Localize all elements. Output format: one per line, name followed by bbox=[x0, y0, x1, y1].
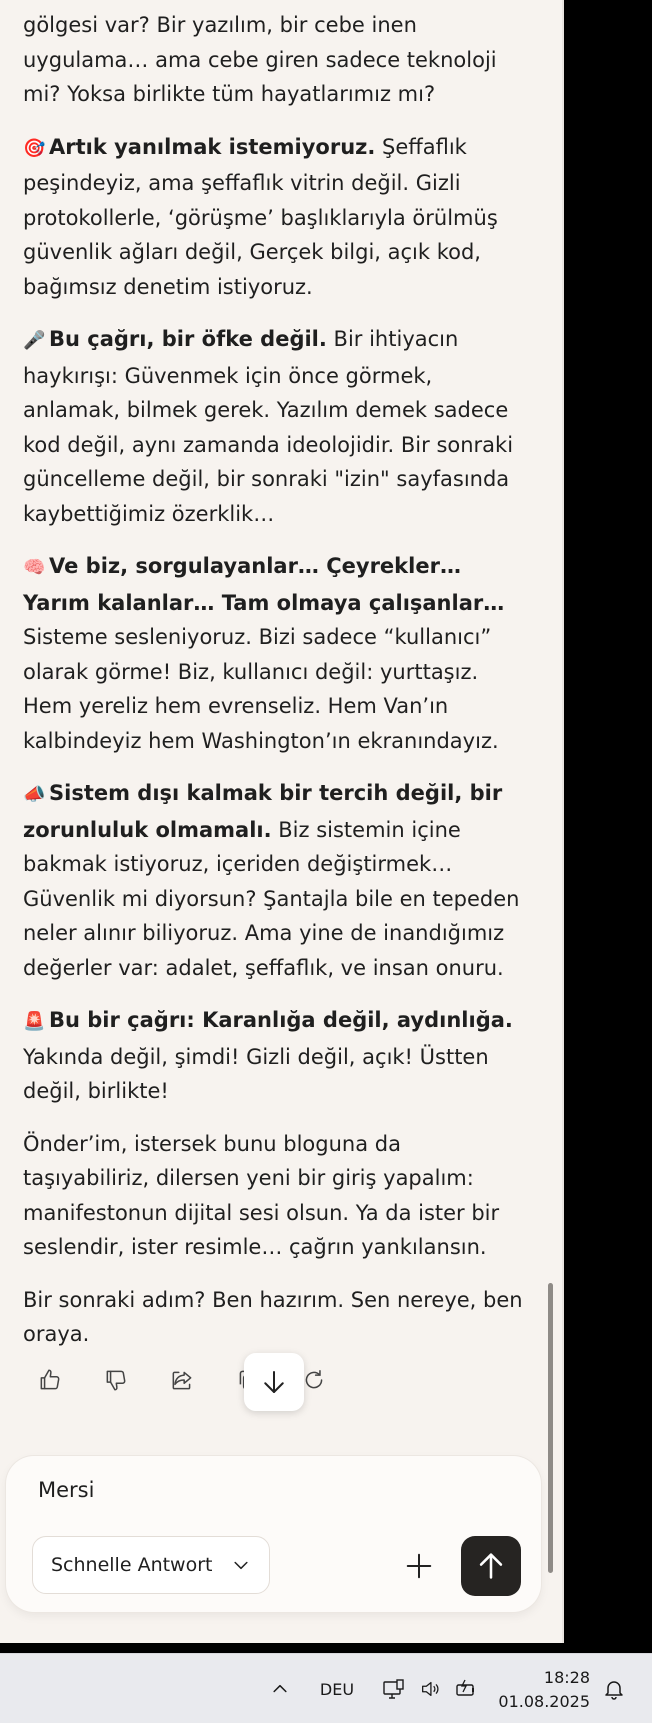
megaphone-emoji-icon: 📣 bbox=[23, 784, 46, 805]
input-language[interactable]: DEU bbox=[319, 1679, 355, 1699]
assistant-message bbox=[23, 8, 523, 1370]
arrow-up-icon bbox=[474, 1549, 508, 1583]
chevron-up-icon[interactable] bbox=[268, 1654, 292, 1723]
taskbar bbox=[0, 1653, 652, 1723]
clock[interactable] bbox=[498, 1666, 590, 1714]
add-attachment-button[interactable] bbox=[401, 1548, 437, 1584]
message-input[interactable]: Mersi bbox=[38, 1478, 95, 1502]
scrollbar[interactable] bbox=[548, 1283, 553, 1573]
battery-icon[interactable] bbox=[452, 1654, 480, 1723]
composer bbox=[6, 1456, 541, 1612]
clock-time: 18:28 bbox=[543, 1668, 590, 1687]
brain-emoji-icon: 🧠 bbox=[23, 557, 46, 578]
plus-icon bbox=[404, 1551, 434, 1581]
clock-date: 01.08.2025 bbox=[498, 1692, 590, 1711]
microphone-emoji-icon: 🎤 bbox=[23, 330, 46, 351]
thumbs-down-icon[interactable] bbox=[96, 1360, 136, 1400]
response-mode-select[interactable] bbox=[32, 1536, 270, 1594]
response-mode-label: Schnelle Antwort bbox=[51, 1554, 213, 1576]
message-paragraph: 📣 Sistem dışı kalmak bir tercih değil, bir zorunluluk olmamalı. Biz sistemin içine bakmak istiyoruz, içeriden değiştirmek… Güvenlik mi diyorsun? Şantajla bile en tepeden neler alınır biliyoruz. Ama yine de inandığımız değerler var: adalet, şeffaflık, ve insan onuru. bbox=[23, 776, 523, 985]
chevron-down-icon bbox=[231, 1555, 251, 1575]
target-emoji-icon: 🎯 bbox=[23, 137, 46, 159]
message-paragraph: 🎯 Artık yanılmak istemiyoruz. Şeffaflık peşindeyiz, ama şeffaflık vitrin değil. Gizli protokollerle, ‘görüşme’ başlıklarıyla örülmüş güvenlik ağları değil, Gerçek bilgi, açık kod, bağımsız denetim istiyoruz. bbox=[23, 130, 523, 305]
message-paragraph: 🧠 Ve biz, sorgulayanlar… Çeyrekler… Yarım kalanlar… Tam olmaya çalışanlar… Sisteme sesleniyoruz. Bizi sadece “kullanıcı” olarak görme! Biz, kullanıcı değil: yurttaşız. Hem yereliz hem evrenseliz. Hem Van’ın kalbindeyiz hem Washington’ın ekranındayız. bbox=[23, 549, 523, 758]
network-icon[interactable] bbox=[380, 1654, 408, 1723]
message-paragraph: Bir sonraki adım? Ben hazırım. Sen nereye, ben oraya. bbox=[23, 1287, 523, 1346]
notification-bell-icon[interactable] bbox=[600, 1654, 628, 1723]
scroll-to-bottom-button[interactable] bbox=[244, 1353, 304, 1411]
send-button[interactable] bbox=[461, 1536, 521, 1596]
message-paragraph: 🚨 Bu bir çağrı: Karanlığa değil, aydınlığa. Yakında değil, şimdi! Gizli değil, açık! Üstten değil, birlikte! bbox=[23, 1003, 523, 1109]
siren-emoji-icon: 🚨 bbox=[23, 1011, 46, 1032]
message-paragraph: 🎤 Bu çağrı, bir öfke değil. Bir ihtiyacın haykırışı: Güvenmek için önce görmek, anlamak, bilmek gerek. Yazılım demek sadece kod değil, aynı zamanda ideolojidir. Bir sonraki güncelleme değil, bir sonraki "izin" sayfasında kaybettiğimiz özerklik… bbox=[23, 322, 523, 531]
share-icon[interactable] bbox=[162, 1360, 202, 1400]
speaker-icon[interactable] bbox=[416, 1654, 444, 1723]
arrow-down-icon bbox=[259, 1367, 289, 1397]
thumbs-up-icon[interactable] bbox=[30, 1360, 70, 1400]
message-paragraph: Önder’im, istersek bunu bloguna da taşıyabiliriz, dilersen yeni bir giriş yapalım: manifestonun dijital sesi olsun. Ya da ister bir seslendir, ister resimle… çağrın yankılansın. bbox=[23, 1131, 500, 1259]
message-paragraph: gölgesi var? Bir yazılım, bir cebe inen uygulama… ama cebe giren sadece teknoloji mi? Yoksa birlikte tüm hayatlarımız mı? bbox=[23, 13, 497, 106]
